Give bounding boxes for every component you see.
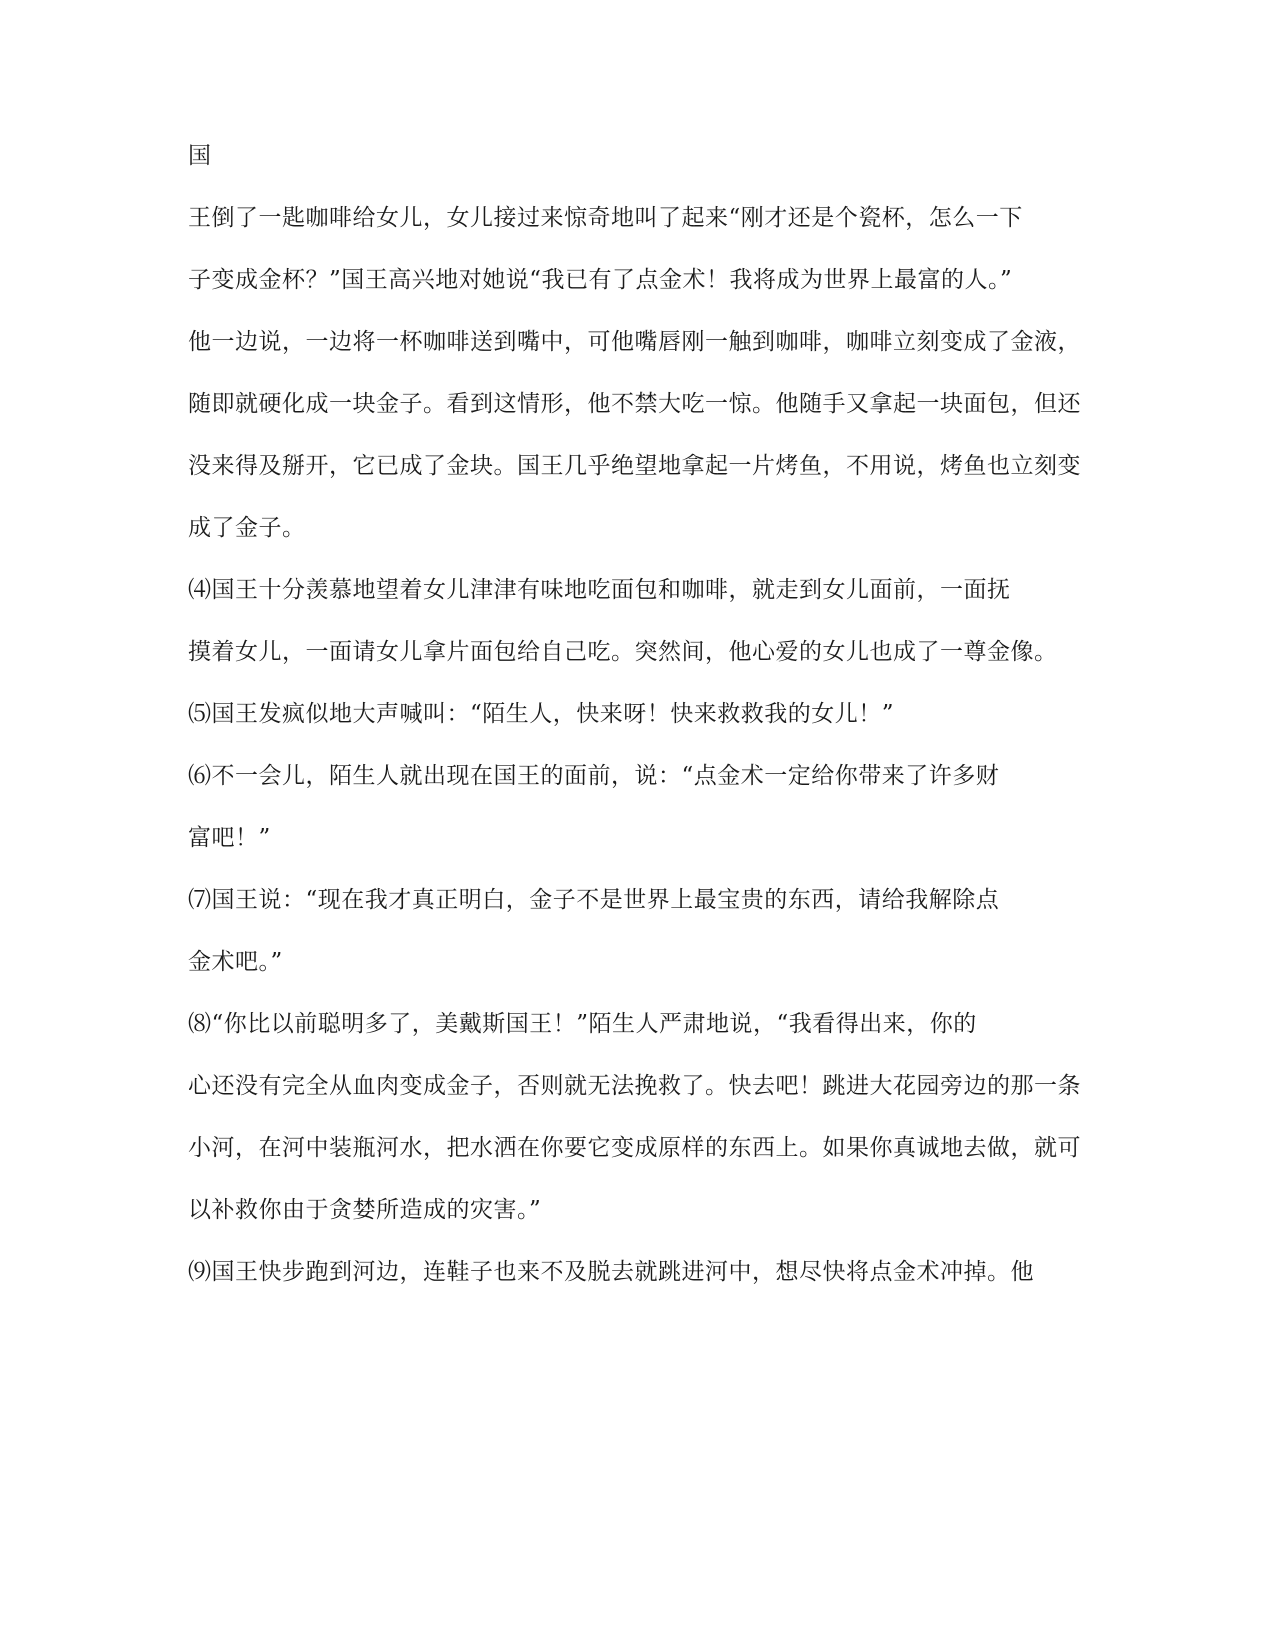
- text-line-16: 心还没有完全从血肉变成金子，否则就无法挽救了。快去吧！跳进大花园旁边的那一条: [188, 1073, 1081, 1099]
- text-line-14: 金术吧。”: [188, 949, 283, 975]
- text-line-13: ⑺国王说：“现在我才真正明白，金子不是世界上最宝贵的东西，请给我解除点: [188, 887, 1000, 913]
- text-line-17: 小河，在河中装瓶河水，把水洒在你要它变成原样的东西上。如果你真诚地去做，就可: [188, 1135, 1081, 1161]
- text-line-6: 没来得及掰开，它已成了金块。国王几乎绝望地拿起一片烤鱼，不用说，烤鱼也立刻变: [188, 453, 1081, 479]
- text-line-2: 王倒了一匙咖啡给女儿，女儿接过来惊奇地叫了起来“刚才还是个瓷杯，怎么一下: [188, 205, 1023, 231]
- text-line-12: 富吧！”: [188, 825, 271, 851]
- text-line-19: ⑼国王快步跑到河边，连鞋子也来不及脱去就跳进河中，想尽快将点金术冲掉。他: [188, 1259, 1034, 1285]
- text-line-10: ⑸国王发疯似地大声喊叫：“陌生人，快来呀！快来救救我的女儿！”: [188, 701, 895, 727]
- text-line-8: ⑷国王十分羡慕地望着女儿津津有味地吃面包和咖啡，就走到女儿面前，一面抚: [188, 577, 1011, 603]
- text-line-5: 随即就硬化成一块金子。看到这情形，他不禁大吃一惊。他随手又拿起一块面包，但还: [188, 391, 1081, 417]
- text-line-1: 国: [188, 143, 212, 169]
- text-line-3: 子变成金杯？”国王高兴地对她说“我已有了点金术！我将成为世界上最富的人。”: [188, 267, 1013, 293]
- text-line-9: 摸着女儿，一面请女儿拿片面包给自己吃。突然间，他心爱的女儿也成了一尊金像。: [188, 639, 1058, 665]
- text-line-4: 他一边说，一边将一杯咖啡送到嘴中，可他嘴唇刚一触到咖啡，咖啡立刻变成了金液，: [188, 329, 1081, 355]
- text-line-11: ⑹不一会儿，陌生人就出现在国王的面前，说：“点金术一定给你带来了许多财: [188, 763, 1000, 789]
- document-body: [188, 140, 1088, 1318]
- text-line-7: 成了金子。: [188, 515, 306, 541]
- text-line-18: 以补救你由于贪婪所造成的灾害。”: [188, 1197, 542, 1223]
- text-line-15: ⑻“你比以前聪明多了，美戴斯国王！”陌生人严肃地说，“我看得出来，你的: [188, 1011, 977, 1037]
